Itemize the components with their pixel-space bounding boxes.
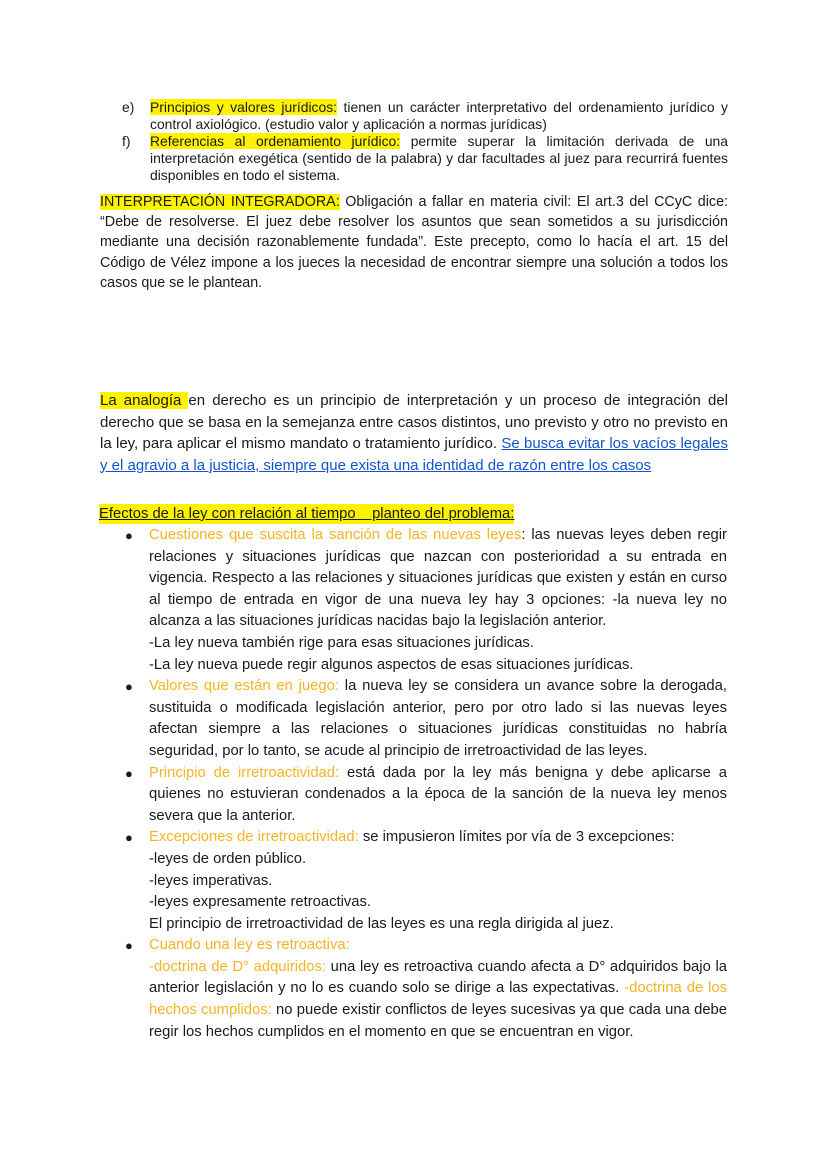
list-marker: e) (122, 99, 135, 115)
bullet-sub-line: -leyes imperativas. (149, 872, 273, 889)
bullet-sub-line: -La ley nueva puede regir algunos aspectos de esas situaciones jurídicas. (149, 656, 634, 673)
list-item-text: permite superar la limitación derivada de una interpretación exegética (sentido de la palabra) y dar facultades al juez para recurrirá fuentes disponibles en todo el sistema. (150, 133, 728, 183)
bullet-sub-line: -La ley nueva también rige para esas situaciones jurídicas. (149, 634, 534, 651)
efectos-list (125, 525, 728, 1043)
analogia-label: La analogía (100, 392, 189, 409)
bullet-text: : las nuevas leyes deben regir relaciones y situaciones jurídicas que nazcan con posterioridad a su entrada en vigencia. Respecto a las relaciones y situaciones jurídicas que existen y están en curso al tiempo de entrada en vigor de una nueva ley hay 3 opciones: -la nueva ley no alcanza a las situaciones jurídicas nacidas bajo la legislación anterior. (149, 527, 727, 630)
list-item-e (122, 99, 728, 133)
bullet-icon: ● (125, 679, 133, 695)
bullet-label: Principio de irretroactividad: (149, 764, 340, 781)
bullet-sub-line: El principio de irretroactividad de las leyes es una regla dirigida al juez. (149, 915, 614, 932)
bullet-label: Cuestiones que suscita la sanción de las nuevas leyes (149, 527, 522, 543)
principles-list (122, 99, 728, 184)
list-item-principio (125, 763, 727, 828)
bullet-icon: ● (125, 765, 133, 781)
bullet-sub-paragraph (149, 957, 727, 1043)
bullet-sublabel: -doctrina de los hechos cumplidos: (149, 980, 727, 1019)
bullet-icon: ● (125, 938, 133, 954)
bullet-sub-line: -leyes de orden público. (149, 850, 307, 867)
bullet-text: la nueva ley se considera un avance sobre la derogada, sustituida o modificada legislación anterior, pero por otro lado si las nuevas leyes afectan siempre a las relaciones o situaciones jurídicas constituidas no habría seguridad, por lo tanto, se acude al principio de irretroactividad de las leyes. (149, 678, 727, 759)
bullet-label: Valores que están en juego: (149, 678, 339, 695)
analogia-text: en derecho es un principio de interpretación y un proceso de integración del derecho que se basa en la semejanza entre casos distintos, uno previsto y otro no previsto en la ley, para aplicar el mismo mandato o tratamiento jurídico. (100, 392, 728, 452)
list-item-label: Principios y valores jurídicos: (150, 99, 338, 115)
bullet-text: no puede existir conflictos de leyes sucesivas ya que cada una debe regir los hechos cumplidos en el momento en que se encuentran en vigor. (149, 1002, 728, 1040)
bullet-label: Cuando una ley es retroactiva: (149, 937, 350, 954)
list-item-excepciones (125, 827, 727, 935)
analogia-paragraph (100, 390, 728, 476)
list-item-f (122, 133, 728, 184)
list-item-label: Referencias al ordenamiento jurídico: (150, 133, 401, 149)
interpretacion-paragraph (100, 192, 728, 293)
interpretacion-label: INTERPRETACIÓN INTEGRADORA: (100, 194, 340, 210)
bullet-text: está dada por la ley más benigna y debe aplicarse a quienes no estuvieran condenados a la época de la sanción de la nueva ley menos severa que la anterior. (149, 764, 727, 824)
interpretacion-text: Obligación a fallar en materia civil: El art.3 del CCyC dice: “Debe de resolverse. El juez debe resolver los asuntos que sean sometidos a su jurisdicción mediante una decisión razonablemente fundada”. Este precepto, como lo hacía el art. 15 del Código de Vélez impone a los jueces la necesidad de encontrar siempre una solución a todos los casos que se le plantean. (100, 194, 729, 291)
bullet-sub-line: -leyes expresamente retroactivas. (149, 894, 372, 911)
bullet-text: una ley es retroactiva cuando afecta a D° adquiridos bajo la anterior legislación y no lo es cuando solo se dirige a las expectativas. (149, 958, 727, 997)
list-marker: f) (122, 133, 131, 149)
list-item-text: tienen un carácter interpretativo del ordenamiento jurídico y control axiológico. (estudio valor y aplicación a normas jurídicas) (150, 99, 728, 132)
list-item-retroactiva (125, 935, 728, 1043)
analogia-link[interactable]: Se busca evitar los vacíos legales y el agravio a la justicia, siempre que exista una identidad de razón entre los casos (100, 435, 729, 474)
bullet-text: se impusieron límites por vía de 3 excepciones: (358, 829, 675, 846)
bullet-dash: - (149, 958, 154, 975)
list-item-cuestiones (125, 525, 727, 676)
bullet-icon: ● (125, 528, 133, 543)
list-item-valores (125, 676, 727, 762)
bullet-sublabel: doctrina de D° adquiridos: (153, 958, 326, 975)
bullet-icon: ● (125, 830, 133, 846)
efectos-title: Efectos de la ley con relación al tiempo planteo del problema: (99, 506, 515, 522)
bullet-label: Excepciones de irretroactividad: (149, 829, 359, 846)
